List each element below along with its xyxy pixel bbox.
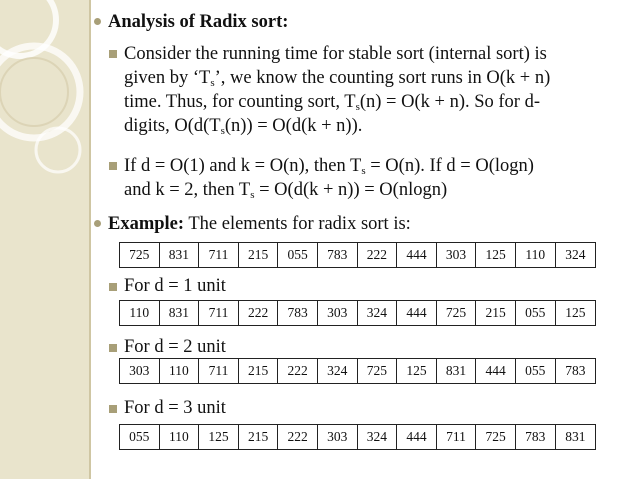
array-cell: 222 <box>239 301 279 325</box>
example-label: Example: <box>108 214 185 234</box>
array-cell: 215 <box>239 243 279 267</box>
p1-line4-b: (n)) = O(d(k + n)). <box>224 116 363 136</box>
array-cell: 783 <box>278 301 318 325</box>
decorative-circles <box>0 0 91 479</box>
array-cell: 324 <box>318 359 358 383</box>
p1-line3-sub: s <box>355 101 360 113</box>
array-cell: 324 <box>358 301 398 325</box>
array-cell: 725 <box>120 243 160 267</box>
example-text: The elements for radix sort is: <box>184 214 411 234</box>
step-d3: For d = 3 unit <box>124 398 226 418</box>
array-cell: 711 <box>199 359 239 383</box>
array-cell: 055 <box>516 301 556 325</box>
array-cell: 215 <box>239 359 279 383</box>
p1-line2-sub: s <box>210 77 215 89</box>
array-cell: 783 <box>318 243 358 267</box>
array-cell: 303 <box>120 359 160 383</box>
array-row-d2 <box>119 358 596 384</box>
array-row-initial <box>119 242 596 268</box>
array-cell: 831 <box>437 359 477 383</box>
array-cell: 110 <box>160 359 200 383</box>
analysis-heading: Analysis of Radix sort: <box>108 12 289 32</box>
p1-line4-sub: s <box>220 125 225 137</box>
array-row-d1 <box>119 300 596 326</box>
array-cell: 055 <box>516 359 556 383</box>
example-line <box>108 212 411 237</box>
p2-line2-a: and k = 2, then T <box>124 180 251 200</box>
array-cell: 125 <box>476 243 516 267</box>
p1-line4-a: digits, O(d(T <box>124 116 221 136</box>
array-cell: 444 <box>397 425 437 449</box>
p2-line1 <box>124 154 534 179</box>
array-cell: 125 <box>397 359 437 383</box>
array-cell: 783 <box>565 363 586 378</box>
array-cell: 725 <box>476 425 516 449</box>
array-cell: 303 <box>318 425 358 449</box>
array-cell: 711 <box>437 425 477 449</box>
p1-line2-a: given by ‘T <box>124 68 211 88</box>
array-cell: 110 <box>160 425 200 449</box>
square-bullet-icon <box>109 405 117 413</box>
square-bullet-icon <box>109 344 117 352</box>
array-cell: 222 <box>278 359 318 383</box>
array-cell: 222 <box>278 425 318 449</box>
bullet-icon <box>94 18 101 25</box>
p1-line3-b: (n) = O(k + n). So for d- <box>359 92 540 112</box>
array-cell: 303 <box>437 243 477 267</box>
array-cell: 110 <box>120 301 160 325</box>
array-cell: 110 <box>516 243 556 267</box>
p1-line2 <box>124 66 550 91</box>
p2-line2-sub: s <box>250 189 255 201</box>
array-row-d3 <box>119 424 596 450</box>
step-d1: For d = 1 unit <box>124 276 226 296</box>
p1-line1: Consider the running time for stable sort (internal sort) is <box>124 44 547 64</box>
array-cell: 725 <box>358 359 398 383</box>
array-cell: 215 <box>476 301 516 325</box>
array-cell: 324 <box>565 247 586 262</box>
array-cell: 444 <box>397 243 437 267</box>
array-cell: 125 <box>199 425 239 449</box>
array-cell: 055 <box>278 243 318 267</box>
p1-line2-b: ’, we know the counting sort runs in O(k + n) <box>214 68 551 88</box>
bullet-icon <box>94 220 101 227</box>
array-cell: 324 <box>358 425 398 449</box>
p2-line1-b: = O(n). If d = O(logn) <box>365 156 534 176</box>
array-cell: 831 <box>160 301 200 325</box>
array-cell: 215 <box>239 425 279 449</box>
p1-line3-a: time. Thus, for counting sort, T <box>124 92 356 112</box>
array-cell: 783 <box>516 425 556 449</box>
square-bullet-icon <box>109 283 117 291</box>
array-cell: 222 <box>358 243 398 267</box>
p2-line2 <box>124 178 447 203</box>
array-cell: 725 <box>437 301 477 325</box>
array-cell: 125 <box>565 305 586 320</box>
array-cell: 444 <box>476 359 516 383</box>
array-cell: 831 <box>565 429 586 444</box>
p1-line3 <box>124 90 540 115</box>
square-bullet-icon <box>109 50 117 58</box>
p1-line4 <box>124 114 362 139</box>
array-cell: 444 <box>397 301 437 325</box>
p2-line1-a: If d = O(1) and k = O(n), then T <box>124 156 362 176</box>
array-cell: 303 <box>318 301 358 325</box>
step-d2: For d = 2 unit <box>124 337 226 357</box>
square-bullet-icon <box>109 162 117 170</box>
p2-line2-b: = O(d(k + n)) = O(nlogn) <box>254 180 448 200</box>
array-cell: 711 <box>199 243 239 267</box>
p2-line1-sub: s <box>361 165 366 177</box>
array-cell: 711 <box>199 301 239 325</box>
array-cell: 055 <box>120 425 160 449</box>
array-cell: 831 <box>160 243 200 267</box>
